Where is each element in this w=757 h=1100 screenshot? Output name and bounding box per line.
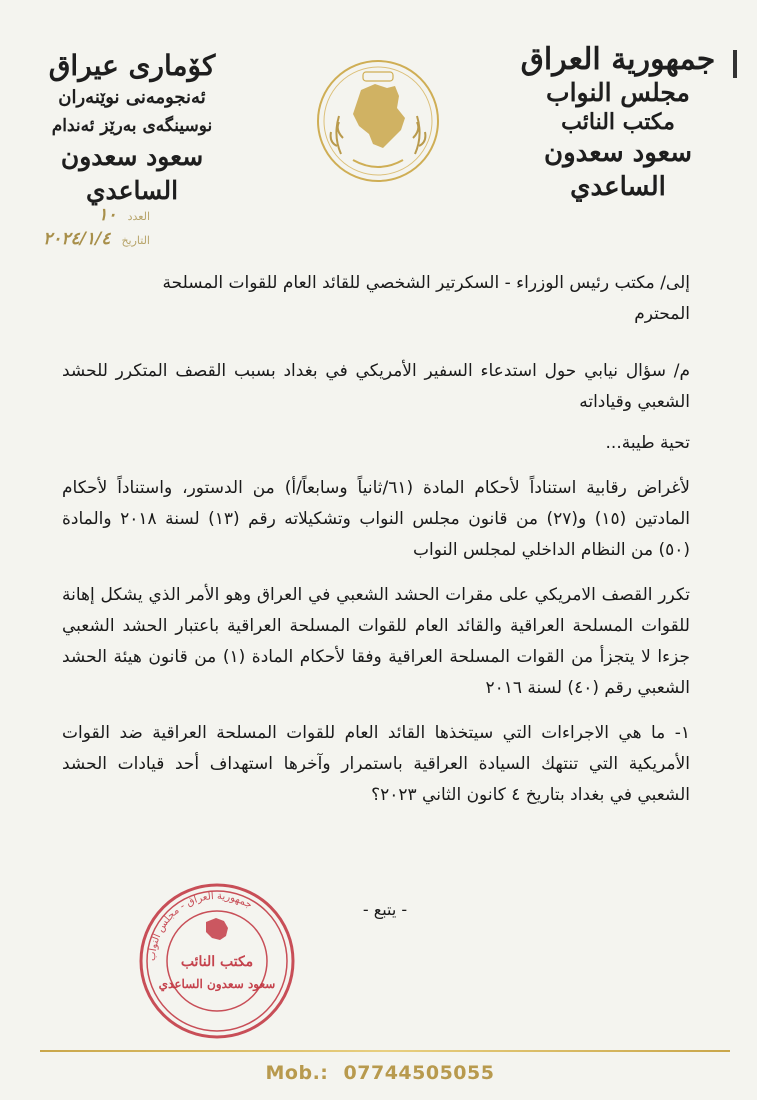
iraq-map-emblem-icon	[313, 56, 443, 186]
reference-date-row	[30, 229, 150, 253]
office-name-arabic: مكتب النائب	[561, 109, 675, 135]
letterhead-arabic	[503, 42, 733, 204]
svg-text:جمهورية العراق - مجلس النواب	[147, 891, 254, 961]
reference-block	[30, 205, 150, 253]
office-stamp	[136, 880, 298, 1042]
honorific-line: المحترم	[634, 304, 690, 324]
footer-mobile	[250, 1062, 510, 1084]
council-name-arabic: مجلس النواب	[546, 78, 690, 107]
margin-mark	[733, 50, 737, 78]
reference-number-label: العدد	[127, 210, 150, 223]
mobile-label: Mob.:	[265, 1062, 329, 1084]
addressee-line: إلى/ مكتب رئيس الوزراء - السكرتير الشخصي للقائد العام للقوات المسلحة	[162, 273, 690, 293]
footer-divider	[40, 1050, 730, 1052]
legal-basis-paragraph: لأغراض رقابية استناداً لأحكام المادة (٦١/ثانياً وسابعاً/أ) من الدستور، واستناداً لأحكام المادتين (١٥) و(٢٧) من قانون مجلس النواب وتشكيلاته رقم (١٣) لسنة ٢٠١٨ والمادة (٥٠) من النظام الداخلي لمجلس النواب	[62, 478, 690, 560]
continued-marker: - يتبع -	[362, 900, 408, 919]
reference-date-value: ٢٠٢٤/١/٤	[43, 229, 111, 249]
context-paragraph: تكرر القصف الامريكي على مقرات الحشد الشعبي في العراق وهو الأمر الذي يشكل إهانة للقوات المسلحة العراقية والقائد العام للقوات المسلحة العراقية باعتبار الحشد الشعبي جزءا لا يتجزأ من القوات المسلحة العراقية وفقا لأحكام المادة (١) من قانون هيئة الحشد الشعبي رقم (٤٠) لسنة ٢٠١٦	[62, 585, 691, 698]
letter-body	[62, 268, 690, 811]
reference-date-label: التاريخ	[121, 234, 150, 247]
greeting-line: تحية طيبة...	[605, 433, 690, 453]
question-one: ١- ما هي الاجراءات التي سيتخذها القائد العام للقوات المسلحة العراقية ضد القوات الأمريكية التي تنتهك السيادة العراقية باستمرار وآخرها استهداف أحد قيادات الحشد الشعبي في بغداد بتاريخ ٤ كانون الثاني ٢٠٢٣؟	[62, 723, 690, 805]
reference-number-row	[30, 205, 150, 229]
mp-name-kurdish: سعود سعدون الساعدي	[60, 142, 204, 205]
subject-line: م/ سؤال نيابي حول استدعاء السفير الأمريكي في بغداد بسبب القصف المتكرر للحشد الشعبي وقياداته	[62, 361, 690, 412]
office-name-kurdish: نوسینگەی بەرێز ئەندام	[51, 116, 213, 136]
country-name-kurdish: كۆماری عیراق	[48, 49, 216, 82]
stamp-line-2: سعود سعدون الساعدي	[158, 977, 276, 991]
council-name-kurdish: ئەنجومەنی نوێنەران	[58, 87, 206, 108]
mp-name-arabic: سعود سعدون الساعدي	[543, 138, 692, 202]
letterhead-kurdish	[22, 48, 242, 208]
reference-number-value: ١٠	[98, 205, 117, 225]
country-name-arabic: جمهورية العراق	[520, 42, 716, 77]
stamp-ring-text: جمهورية العراق - مجلس النواب	[146, 890, 254, 962]
stamp-line-1: مكتب النائب	[180, 954, 254, 970]
mobile-number: 07744505055	[343, 1062, 495, 1084]
